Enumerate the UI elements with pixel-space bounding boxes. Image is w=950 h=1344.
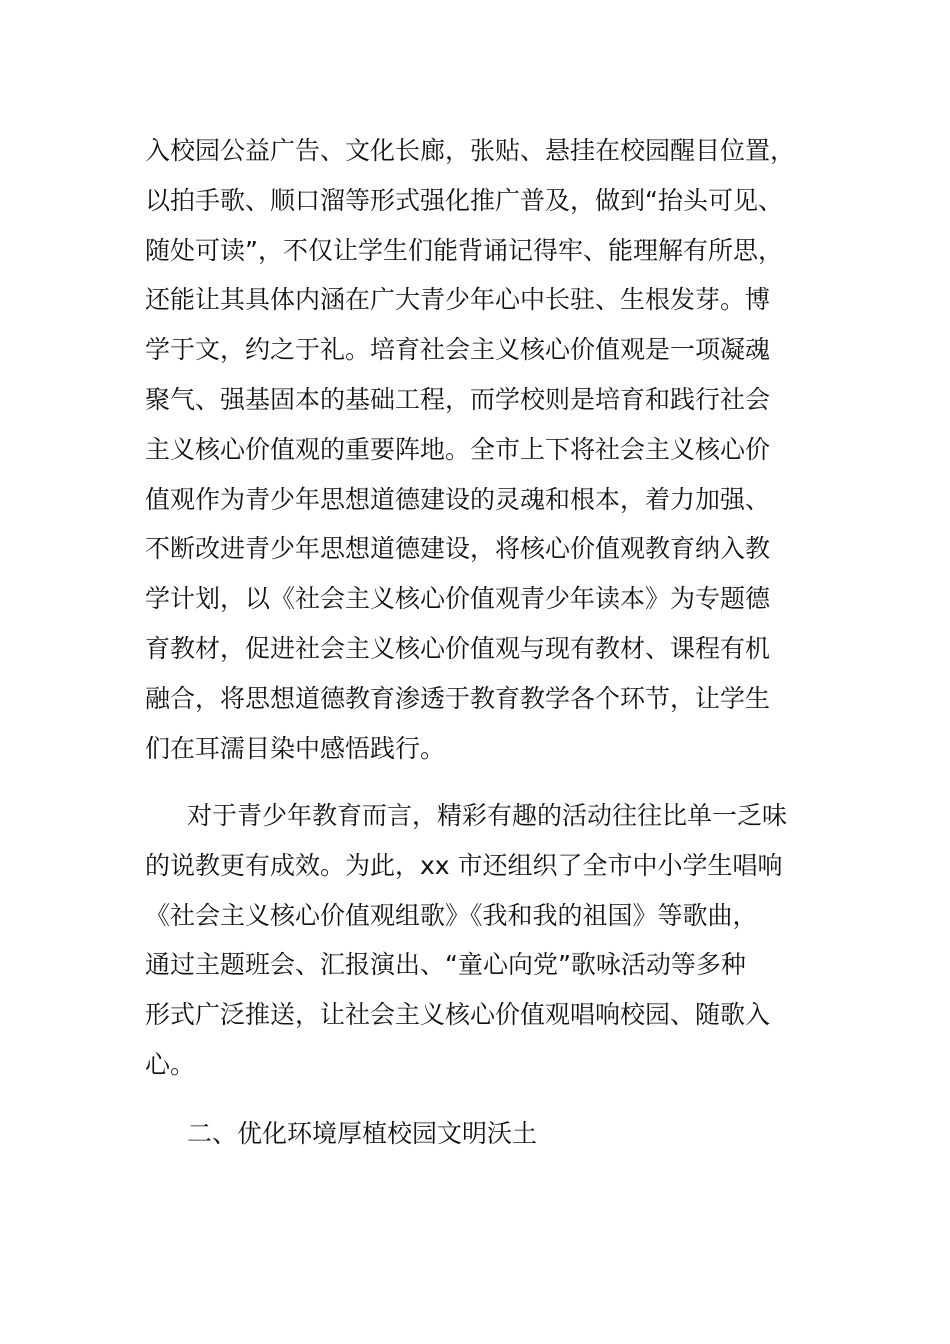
text-line: 《社会主义核心价值观组歌》《我和我的祖国》等歌曲， — [145, 900, 758, 930]
text-line: 育教材，促进社会主义核心价值观与现有教材、课程有机 — [145, 633, 771, 663]
paragraph-2 — [145, 791, 810, 1090]
text-line: 对于青少年教育而言，精彩有趣的活动往往比单一乏味 — [187, 801, 788, 830]
text-line: 学于文，约之于礼。培育社会主义核心价值观是一项凝魂 — [145, 335, 771, 365]
text-line: 还能让其具体内涵在广大青少年心中长驻、生根发芽。博 — [145, 285, 771, 315]
text-line: 融合，将思想道德教育渗透于教育教学各个环节，让学生 — [145, 683, 771, 713]
section-heading-text: 二、优化环境厚植校园文明沃土 — [187, 1119, 538, 1148]
text-line: 们在耳濡目染中感悟践行。 — [145, 733, 446, 763]
text-line: 的说教更有成效。为此，xx 市还组织了全市中小学生唱响 — [145, 850, 783, 880]
text-line: 通过主题班会、汇报演出、“童心向党”歌咏活动等多种 — [145, 950, 746, 980]
text-line: 随处可读”，不仅让学生们能背诵记得牢、能理解有所思， — [145, 235, 783, 265]
text-line: 入校园公益广告、文化长廊，张贴、悬挂在校园醒目位置， — [145, 136, 796, 165]
text-line: 不断改进青少年思想道德建设，将核心价值观教育纳入教 — [145, 534, 771, 564]
text-line: 主义核心价值观的重要阵地。全市上下将社会主义核心价 — [145, 434, 771, 464]
text-line: 以拍手歌、顺口溜等形式强化推广普及，做到“抬头可见、 — [145, 185, 783, 215]
section-heading — [145, 1109, 810, 1159]
text-line: 值观作为青少年思想道德建设的灵魂和根本，着力加强、 — [145, 484, 771, 514]
text-line: 聚气、强基固本的基础工程，而学校则是培育和践行社会 — [145, 384, 771, 414]
text-line: 形式广泛推送，让社会主义核心价值观唱响校园、随歌入 — [145, 1000, 771, 1030]
text-line: 心。 — [145, 1049, 196, 1079]
text-line: 学计划，以《社会主义核心价值观青少年读本》为专题德 — [145, 584, 771, 614]
paragraph-1 — [145, 126, 810, 773]
